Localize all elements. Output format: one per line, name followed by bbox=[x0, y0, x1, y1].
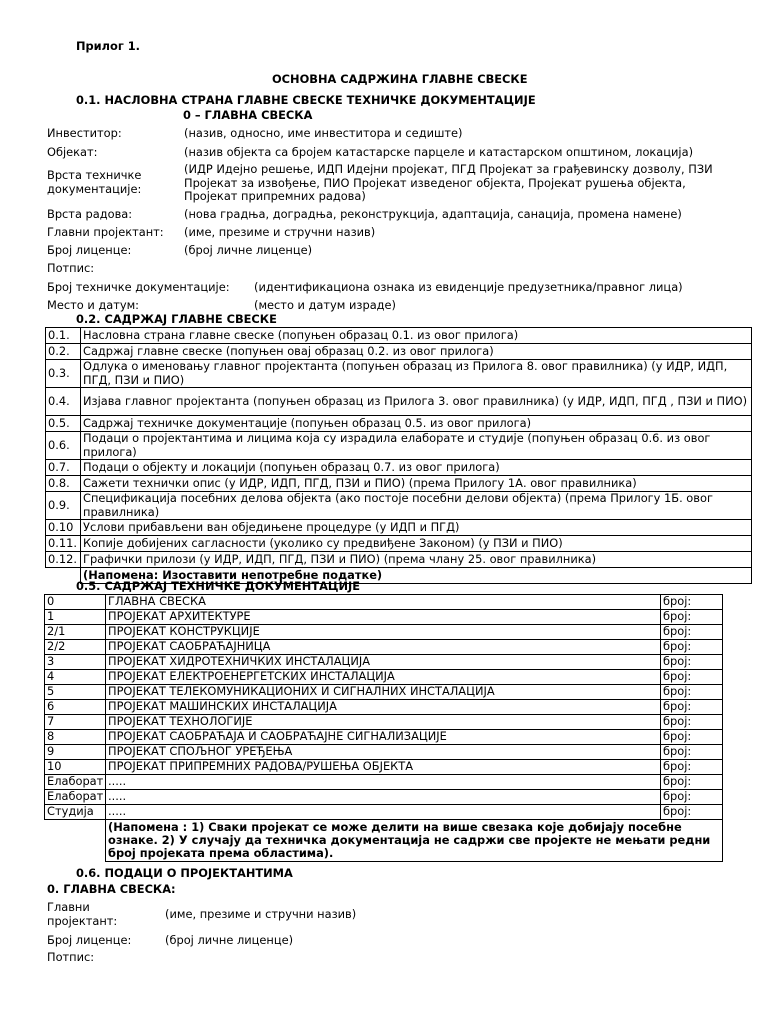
field-value-place-date: (место и датум израде) bbox=[254, 298, 396, 312]
table-row bbox=[45, 805, 723, 820]
project-number: 5 bbox=[45, 685, 106, 700]
table-row bbox=[45, 760, 723, 775]
row-number: 0.11. bbox=[46, 536, 81, 552]
project-name: ПРОЈЕКАТ АРХИТЕКТУРЕ bbox=[106, 610, 661, 625]
project-broj: број: bbox=[661, 640, 723, 655]
field-value-doc-number: (идентификациона ознака из евиденције предузетника/правног лица) bbox=[254, 280, 683, 294]
table-row bbox=[45, 655, 723, 670]
field-label-chief-designer: Главни пројектант: bbox=[47, 225, 164, 239]
row-number: 0.3. bbox=[46, 360, 81, 388]
field-label-signature: Потпис: bbox=[47, 261, 95, 275]
row-number: 0.8. bbox=[46, 476, 81, 492]
project-broj: број: bbox=[661, 700, 723, 715]
field-value-license: (број личне лиценце) bbox=[184, 243, 313, 257]
project-broj: број: bbox=[661, 625, 723, 640]
field-value-chief-designer: (име, презиме и стручни назив) bbox=[184, 225, 376, 239]
project-broj: број: bbox=[661, 805, 723, 820]
field-label-object: Објекат: bbox=[47, 145, 98, 159]
project-number: 8 bbox=[45, 730, 106, 745]
section-05-heading: 0.5. САДРЖАЈ ТЕХНИЧКЕ ДОКУМЕНТАЦИЈЕ bbox=[76, 579, 361, 593]
row-text: Графички прилози (у ИДР, ИДП, ПГД, ПЗИ и ПИО) (према члану 25. овог правилника) bbox=[81, 552, 752, 568]
field-label-signature-2: Потпис: bbox=[47, 950, 95, 964]
row-number: 0.5. bbox=[46, 416, 81, 432]
project-number: Студија bbox=[45, 805, 106, 820]
table-row bbox=[46, 328, 752, 344]
table-row bbox=[45, 715, 723, 730]
table-row bbox=[45, 790, 723, 805]
field-label-doc-type: Врста техничке документације: bbox=[47, 168, 142, 196]
table-row bbox=[45, 700, 723, 715]
project-name: ПРОЈЕКАТ СПОЉНОГ УРЕЂЕЊА bbox=[106, 745, 661, 760]
project-broj: број: bbox=[661, 655, 723, 670]
section-06-subheading: 0. ГЛАВНА СВЕСКА: bbox=[47, 882, 176, 896]
project-number: Елаборат bbox=[45, 775, 106, 790]
project-name: ..... bbox=[106, 790, 661, 805]
project-number: 7 bbox=[45, 715, 106, 730]
project-number: 9 bbox=[45, 745, 106, 760]
main-title: ОСНОВНА САДРЖИНА ГЛАВНЕ СВЕСКЕ bbox=[272, 72, 528, 86]
row-number: 0.2. bbox=[46, 344, 81, 360]
section-02-heading: 0.2. САДРЖАЈ ГЛАВНЕ СВЕСКЕ bbox=[76, 312, 277, 326]
table-row bbox=[45, 625, 723, 640]
project-broj: број: bbox=[661, 745, 723, 760]
field-label-work-type: Врста радова: bbox=[47, 207, 133, 221]
field-value-object: (назив објекта са бројем катастарске парцеле и катастарском општином, локација) bbox=[184, 145, 694, 159]
row-text: Садржај главне свеске (попуњен овај образац 0.2. из овог прилога) bbox=[81, 344, 752, 360]
project-number: 3 bbox=[45, 655, 106, 670]
project-name: ..... bbox=[106, 775, 661, 790]
project-broj: број: bbox=[661, 730, 723, 745]
row-text: Изјава главног пројектанта (попуњен образац из Прилога 3. овог правилника) (у ИДР, ИДП, ПГД , ПЗИ и ПИО) bbox=[81, 388, 752, 416]
project-broj: број: bbox=[661, 760, 723, 775]
project-broj: број: bbox=[661, 670, 723, 685]
field-value-work-type: (нова градња, доградња, реконструкција, адаптација, санација, промена намене) bbox=[184, 207, 682, 221]
annex-label: Прилог 1. bbox=[76, 39, 141, 53]
project-broj: број: bbox=[661, 610, 723, 625]
project-name: ПРОЈЕКАТ КОНСТРУКЦИЈЕ bbox=[106, 625, 661, 640]
table-row bbox=[46, 476, 752, 492]
project-name: ПРОЈЕКАТ ТЕЛЕКОМУНИКАЦИОНИХ И СИГНАЛНИХ ИНСТАЛАЦИЈА bbox=[106, 685, 661, 700]
table-row bbox=[46, 388, 752, 416]
row-number: 0.12. bbox=[46, 552, 81, 568]
field-label-investor: Инвеститор: bbox=[47, 126, 122, 140]
table-row-note bbox=[45, 820, 723, 862]
table-row bbox=[46, 432, 752, 460]
section-02-note: (Напомена: Изоставити непотребне податке) bbox=[81, 568, 752, 584]
table-row bbox=[46, 520, 752, 536]
project-name: ГЛАВНА СВЕСКА bbox=[106, 595, 661, 610]
project-name: ПРОЈЕКАТ ХИДРОТЕХНИЧКИХ ИНСТАЛАЦИЈА bbox=[106, 655, 661, 670]
field-label-chief-designer-2: Главни пројектант: bbox=[47, 900, 118, 928]
table-row bbox=[45, 670, 723, 685]
project-number: 2/1 bbox=[45, 625, 106, 640]
table-row bbox=[45, 745, 723, 760]
row-text: Сажети технички опис (у ИДР, ИДП, ПГД, ПЗИ и ПИО) (према Прилогу 1А. овог правилника) bbox=[81, 476, 752, 492]
section-05-table bbox=[44, 594, 723, 862]
project-broj: број: bbox=[661, 775, 723, 790]
project-number: 10 bbox=[45, 760, 106, 775]
project-name: ПРОЈЕКАТ ТЕХНОЛОГИЈЕ bbox=[106, 715, 661, 730]
project-broj: број: bbox=[661, 685, 723, 700]
table-row bbox=[45, 595, 723, 610]
field-value-chief-designer-2: (име, презиме и стручни назив) bbox=[165, 907, 357, 921]
table-row bbox=[45, 730, 723, 745]
row-text: Подаци о пројектантима и лицима која су израдила елаборате и студије (попуњен образац 0.6. из овог прилога) bbox=[81, 432, 752, 460]
project-number: 0 bbox=[45, 595, 106, 610]
field-value-doc-type: (ИДР Идејно решење, ИДП Идејни пројекат, ПГД Пројекат за грађевинску дозволу, ПЗИ Пројекат за извођење, ПИО Пројекат изведеног објекта, Пројекат рушења објекта, Пројекат припремних радова) bbox=[184, 162, 713, 204]
row-text: Одлука о именовању главног пројектанта (попуњен образац из Прилога 8. овог правилника) (у ИДР, ИДП, ПГД, ПЗИ и ПИО) bbox=[81, 360, 752, 388]
project-number: 4 bbox=[45, 670, 106, 685]
project-broj: број: bbox=[661, 715, 723, 730]
table-row bbox=[45, 640, 723, 655]
row-number: 0.4. bbox=[46, 388, 81, 416]
project-number: 6 bbox=[45, 700, 106, 715]
row-number: 0.7. bbox=[46, 460, 81, 476]
section-06-heading: 0.6. ПОДАЦИ О ПРОЈЕКТАНТИМА bbox=[76, 866, 293, 880]
field-value-license-2: (број личне лиценце) bbox=[165, 933, 294, 947]
project-number: 2/2 bbox=[45, 640, 106, 655]
row-number: 0.6. bbox=[46, 432, 81, 460]
table-row bbox=[46, 416, 752, 432]
row-text: Подаци о објекту и локацији (попуњен образац 0.7. из овог прилога) bbox=[81, 460, 752, 476]
table-row bbox=[46, 360, 752, 388]
field-label-license: Број лиценце: bbox=[47, 243, 132, 257]
field-label-place-date: Место и датум: bbox=[47, 298, 140, 312]
section-01-subheading: 0 – ГЛАВНА СВЕСКА bbox=[183, 108, 313, 122]
field-value-investor: (назив, односно, име инвеститора и седиште) bbox=[184, 126, 463, 140]
field-label-license-2: Број лиценце: bbox=[47, 933, 132, 947]
row-text: Спецификација посебних делова објекта (ако постоје посебни делови објекта) (према Прилогу 1Б. овог правилника) bbox=[81, 492, 752, 520]
row-number: 0.9. bbox=[46, 492, 81, 520]
project-name: ..... bbox=[106, 805, 661, 820]
table-row bbox=[45, 685, 723, 700]
project-broj: број: bbox=[661, 790, 723, 805]
project-name: ПРОЈЕКАТ САОБРАЋАЈНИЦА bbox=[106, 640, 661, 655]
table-row bbox=[45, 775, 723, 790]
field-label-doc-number: Број техничке документације: bbox=[47, 280, 230, 294]
row-number: 0.10 bbox=[46, 520, 81, 536]
table-row bbox=[46, 552, 752, 568]
project-name: ПРОЈЕКАТ САОБРАЋАЈА И САОБРАЋАЈНЕ СИГНАЛИЗАЦИЈЕ bbox=[106, 730, 661, 745]
row-number: 0.1. bbox=[46, 328, 81, 344]
table-row bbox=[46, 492, 752, 520]
project-number: Елаборат bbox=[45, 790, 106, 805]
row-text: Услови прибављени ван обједињене процедуре (у ИДП и ПГД) bbox=[81, 520, 752, 536]
project-name: ПРОЈЕКАТ МАШИНСКИХ ИНСТАЛАЦИЈА bbox=[106, 700, 661, 715]
section-01-heading: 0.1. НАСЛОВНА СТРАНА ГЛАВНЕ СВЕСКЕ ТЕХНИЧКЕ ДОКУМЕНТАЦИЈЕ bbox=[76, 93, 536, 107]
section-02-table bbox=[45, 327, 752, 584]
row-text: Садржај техничке документације (попуњен образац 0.5. из овог прилога) bbox=[81, 416, 752, 432]
project-name: ПРОЈЕКАТ ЕЛЕКТРОЕНЕРГЕТСКИХ ИНСТАЛАЦИЈА bbox=[106, 670, 661, 685]
section-05-note: (Напомена : 1) Сваки пројекат се може делити на више свезака које добијају посебне ознаке. 2) У случају да техничка документација не садржи све пројекте не мењати редни број пројеката према областима). bbox=[106, 820, 723, 862]
project-broj: број: bbox=[661, 595, 723, 610]
table-row bbox=[46, 344, 752, 360]
project-name: ПРОЈЕКАТ ПРИПРЕМНИХ РАДОВА/РУШЕЊА ОБЈЕКТА bbox=[106, 760, 661, 775]
row-text: Копије добијених сагласности (уколико су предвиђене Законом) (у ПЗИ и ПИО) bbox=[81, 536, 752, 552]
table-row bbox=[46, 536, 752, 552]
project-number: 1 bbox=[45, 610, 106, 625]
table-row bbox=[46, 460, 752, 476]
row-text: Насловна страна главне свеске (попуњен образац 0.1. из овог прилога) bbox=[81, 328, 752, 344]
table-row bbox=[45, 610, 723, 625]
